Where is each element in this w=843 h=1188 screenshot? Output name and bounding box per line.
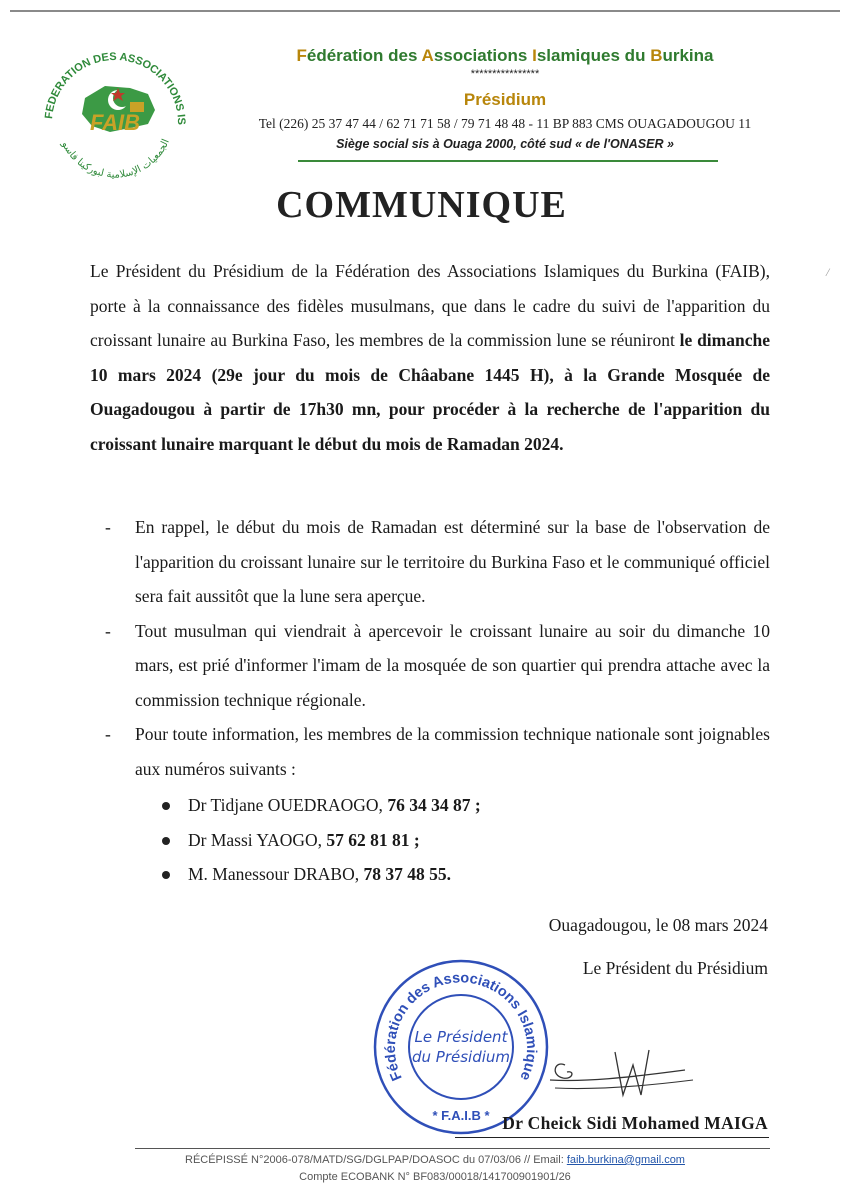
stamp-bottom-text: * F.A.I.B *: [432, 1108, 490, 1123]
stamp-center-line-2: du Présidium: [411, 1048, 511, 1066]
footer-email-link[interactable]: faib.burkina@gmail.com: [566, 1154, 685, 1166]
contact-phone: 78 37 48 55.: [363, 864, 451, 884]
header-stars: ****************: [470, 68, 540, 80]
dash-list: [105, 510, 770, 786]
footer-registration-text: RÉCÉPISSÉ N°2006-078/MATD/SG/DGLPAP/DOASOC du 07/03/06 // Email:: [185, 1154, 567, 1166]
contact-phone-line: Tel (226) 25 37 47 44 / 62 71 71 58 / 79 71 48 48 - 11 BP 883 CMS OUAGADOUGOU 11: [258, 116, 752, 131]
place-and-date: Ouagadougou, le 08 mars 2024: [548, 915, 768, 935]
contact-list-item: [160, 857, 660, 892]
dash-marker: -: [105, 724, 111, 744]
dash-item-text: Tout musulman qui viendrait à apercevoir le croissant lunaire au soir du dimanche 10 mars, est prié d'informer l'imam de la mosquée de son quartier qui prendra attache avec la commission technique régionale.: [135, 620, 770, 710]
contact-phone: 57 62 81 81 ;: [326, 829, 420, 850]
contact-name: M. Manessour DRABO,: [188, 864, 364, 884]
dash-marker: -: [105, 517, 111, 537]
org-name-initial: A: [421, 46, 434, 65]
stamp-center-line-1: Le Président: [414, 1028, 508, 1046]
handwritten-signature: [545, 1040, 695, 1110]
signer-underline: [455, 1137, 769, 1138]
contact-list: [160, 788, 660, 892]
signature-graphic: [545, 1040, 695, 1110]
headquarters-address: Siège social sis à Ouaga 2000, côté sud « de l'ONASER »: [336, 137, 674, 151]
footer-bank-account: Compte ECOBANK N° BF083/00018/141700901901/26: [299, 1171, 571, 1183]
margin-mark: /: [826, 265, 830, 279]
stamp-ring-text: Fédération des Associations Islamique: [382, 970, 540, 1083]
org-name-initial: I: [532, 46, 537, 65]
faib-logo-graphic: [30, 28, 200, 193]
org-name-initial: F: [296, 46, 307, 65]
org-name-initial: B: [650, 46, 663, 65]
dash-item-text: Pour toute information, les membres de la commission technique nationale sont joignables aux numéros suivants :: [135, 724, 770, 779]
stamp-inner-ring: [409, 995, 513, 1099]
intro-bold-text: le dimanche 10 mars 2024 (29e jour du mois de Châabane 1445 H), à la Grande Mosquée de Ouagadougou à partir de 17h30 mn, pour procéder à la recherche de l'apparition du croissant lunaire marquant le début du mois de Ramadan 2024.: [90, 330, 770, 454]
org-name-segment: édération des: [306, 46, 422, 65]
header-divider: [298, 160, 718, 162]
org-name-segment: ssociations: [433, 46, 533, 65]
official-stamp-graphic: [372, 958, 550, 1136]
contact-name: Dr Tidjane OUEDRAOGO,: [188, 795, 388, 815]
intro-paragraph: [90, 254, 770, 461]
org-name-segment: slamiques du: [536, 46, 651, 65]
bullet-icon: [162, 837, 170, 845]
dash-list-item: [105, 510, 770, 614]
org-name-segment: urkina: [662, 46, 714, 65]
signer-name: Dr Cheick Sidi Mohamed MAIGA: [502, 1113, 768, 1133]
dash-list-item: [105, 614, 770, 718]
logo-ring-arabic: الجمعيات الإسلامية لبوركينا فاسو: [59, 137, 172, 181]
official-stamp: [372, 958, 550, 1136]
dash-marker: -: [105, 620, 111, 641]
top-border-line: [10, 10, 840, 12]
intro-plain-text: Le Président du Présidium de la Fédération des Associations Islamiques du Burkina (FAIB), porte à la connaissance des fidèles musulmans, que dans le cadre du suivi de l'apparition du croissant lunaire au Burkina Faso, les membres de la commission lune se réuniront: [90, 261, 770, 350]
contact-name: Dr Massi YAOGO,: [188, 829, 327, 850]
organization-name: [215, 46, 795, 66]
contact-list-item: [160, 788, 660, 823]
footer-divider: [135, 1148, 770, 1149]
contact-list-item: [160, 823, 660, 858]
signer-title: Le Président du Présidium: [582, 958, 768, 978]
dash-item-text: En rappel, le début du mois de Ramadan est déterminé sur la base de l'observation de l'apparition du croissant lunaire sur le territoire du Burkina Faso et le communiqué officiel sera fait aussitôt que la lune sera aperçue.: [135, 517, 770, 606]
bullet-icon: [162, 802, 170, 810]
presidium-label: Présidium: [463, 90, 547, 109]
footer-registration-line: [110, 1154, 760, 1166]
page-title: COMMUNIQUE: [276, 184, 567, 226]
logo-acronym: FAIB: [89, 110, 141, 135]
logo-ring-text: FEDERATION DES ASSOCIATIONS IS: [43, 50, 188, 126]
faib-logo: [30, 28, 200, 193]
dash-list-item: [105, 717, 770, 786]
bullet-icon: [162, 871, 170, 879]
contact-phone: 76 34 34 87 ;: [387, 795, 481, 815]
